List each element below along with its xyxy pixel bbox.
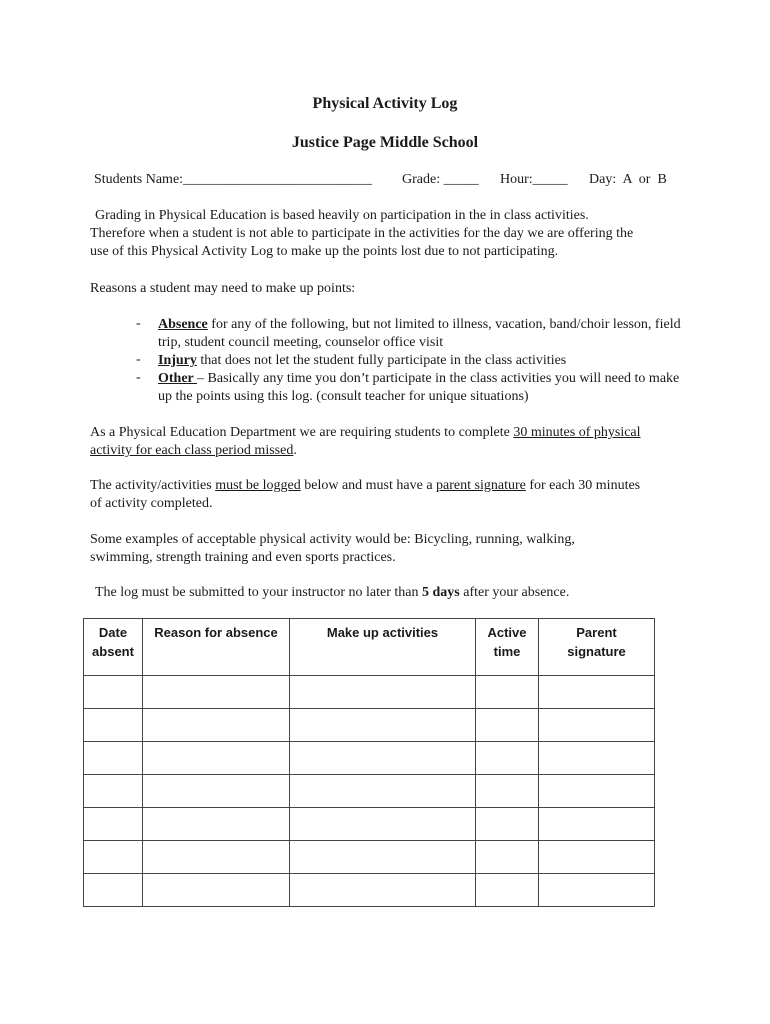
table-row	[84, 709, 655, 742]
bullet-dash: -	[136, 370, 141, 385]
table-body	[84, 676, 655, 907]
cell-parent-signature[interactable]	[539, 676, 655, 709]
reason-text: that does not let the student fully participate in the class activities	[196, 353, 567, 368]
activity-log-table	[83, 618, 655, 907]
cell-active-time[interactable]	[476, 808, 539, 841]
cell-activities[interactable]	[290, 775, 476, 808]
cell-activities[interactable]	[290, 808, 476, 841]
reason-term: Injury	[158, 353, 197, 368]
reasons-heading: Reasons a student may need to make up points:	[90, 281, 356, 296]
document-title: Physical Activity Log	[312, 95, 458, 112]
examples-paragraph: Some examples of acceptable physical activity would be: Bicycling, running, walking, swimming, strength training and even sports practices.	[90, 532, 575, 565]
student-name-blank[interactable]: ___________________________	[183, 172, 373, 187]
grade-label: Grade:	[402, 172, 441, 187]
deadline-suffix: after your absence.	[459, 585, 570, 600]
cell-active-time[interactable]	[476, 742, 539, 775]
cell-activities[interactable]	[290, 676, 476, 709]
hour-blank[interactable]: _____	[532, 172, 568, 187]
cell-parent-signature[interactable]	[539, 874, 655, 907]
cell-activities[interactable]	[290, 874, 476, 907]
reason-term: Absence	[158, 317, 208, 332]
student-name-label: Students Name:	[94, 172, 184, 187]
table-row	[84, 808, 655, 841]
reason-text: – Basically any time you don’t participate in the class activities you will need to make up the points using this log. (consult teacher for unique situations)	[158, 371, 680, 404]
cell-reason[interactable]	[143, 808, 290, 841]
deadline-paragraph	[95, 585, 569, 601]
cell-date[interactable]	[84, 841, 143, 874]
table-row	[84, 676, 655, 709]
logging-paragraph	[90, 477, 650, 513]
requirement-underlined: 30 minutes of physical activity for each class period missed	[90, 425, 641, 458]
cell-reason[interactable]	[143, 709, 290, 742]
cell-reason[interactable]	[143, 775, 290, 808]
cell-active-time[interactable]	[476, 874, 539, 907]
cell-date[interactable]	[84, 808, 143, 841]
hour-label: Hour:	[500, 172, 533, 187]
reason-absence	[158, 316, 688, 352]
cell-date[interactable]	[84, 742, 143, 775]
cell-activities[interactable]	[290, 742, 476, 775]
table-row	[84, 874, 655, 907]
bullet-dash: -	[136, 352, 141, 367]
cell-parent-signature[interactable]	[539, 775, 655, 808]
header-active-time: Active time	[476, 619, 539, 676]
cell-date[interactable]	[84, 676, 143, 709]
reason-injury	[158, 352, 688, 370]
cell-parent-signature[interactable]	[539, 841, 655, 874]
reason-text: for any of the following, but not limited to illness, vacation, band/choir lesson, field trip, student council meeting, counselor office visit	[158, 317, 681, 350]
reason-other	[158, 370, 688, 406]
cell-reason[interactable]	[143, 676, 290, 709]
logging-part3: for each 30 minutes of activity completed.	[90, 478, 641, 511]
cell-active-time[interactable]	[476, 676, 539, 709]
cell-reason[interactable]	[143, 841, 290, 874]
cell-parent-signature[interactable]	[539, 742, 655, 775]
requirement-prefix: As a Physical Education Department we are requiring students to complete	[90, 425, 514, 440]
day-options[interactable]: A or B	[622, 172, 667, 187]
cell-reason[interactable]	[143, 742, 290, 775]
cell-active-time[interactable]	[476, 841, 539, 874]
cell-active-time[interactable]	[476, 775, 539, 808]
cell-date[interactable]	[84, 874, 143, 907]
table-row	[84, 742, 655, 775]
header-parent-signature: Parent signature	[539, 619, 655, 676]
table-row	[84, 841, 655, 874]
intro-line-3: use of this Physical Activity Log to make up the points lost due to not participating.	[90, 244, 559, 259]
header-activities: Make up activities	[290, 619, 476, 676]
school-name: Justice Page Middle School	[291, 134, 479, 151]
intro-line-2: Therefore when a student is not able to participate in the activities for the day we are offering the	[90, 226, 634, 241]
logging-part2: below and must have a	[300, 478, 437, 493]
hour-field[interactable]	[500, 172, 568, 188]
reason-term: Other	[158, 371, 198, 386]
day-label: Day:	[589, 172, 617, 187]
cell-activities[interactable]	[290, 841, 476, 874]
cell-date[interactable]	[84, 709, 143, 742]
cell-parent-signature[interactable]	[539, 709, 655, 742]
logging-part1: The activity/activities	[90, 478, 216, 493]
day-field[interactable]	[589, 172, 667, 188]
deadline-prefix: The log must be submitted to your instructor no later than	[95, 585, 422, 600]
cell-parent-signature[interactable]	[539, 808, 655, 841]
cell-activities[interactable]	[290, 709, 476, 742]
cell-date[interactable]	[84, 775, 143, 808]
bullet-dash: -	[136, 316, 141, 331]
student-name-field[interactable]	[94, 172, 372, 188]
logging-underlined2: parent signature	[436, 478, 526, 493]
intro-line-1: Grading in Physical Education is based heavily on participation in the in class activities.	[95, 208, 589, 223]
header-reason: Reason for absence	[143, 619, 290, 676]
requirement-paragraph	[90, 424, 650, 460]
grade-blank[interactable]: _____	[443, 172, 479, 187]
header-date-absent: Date absent	[84, 619, 143, 676]
cell-reason[interactable]	[143, 874, 290, 907]
logging-underlined1: must be logged	[215, 478, 301, 493]
cell-active-time[interactable]	[476, 709, 539, 742]
table-header-row	[84, 619, 655, 676]
requirement-suffix: .	[293, 443, 297, 458]
deadline-days: 5 days	[422, 585, 460, 600]
table-row	[84, 775, 655, 808]
grade-field[interactable]	[402, 172, 479, 188]
